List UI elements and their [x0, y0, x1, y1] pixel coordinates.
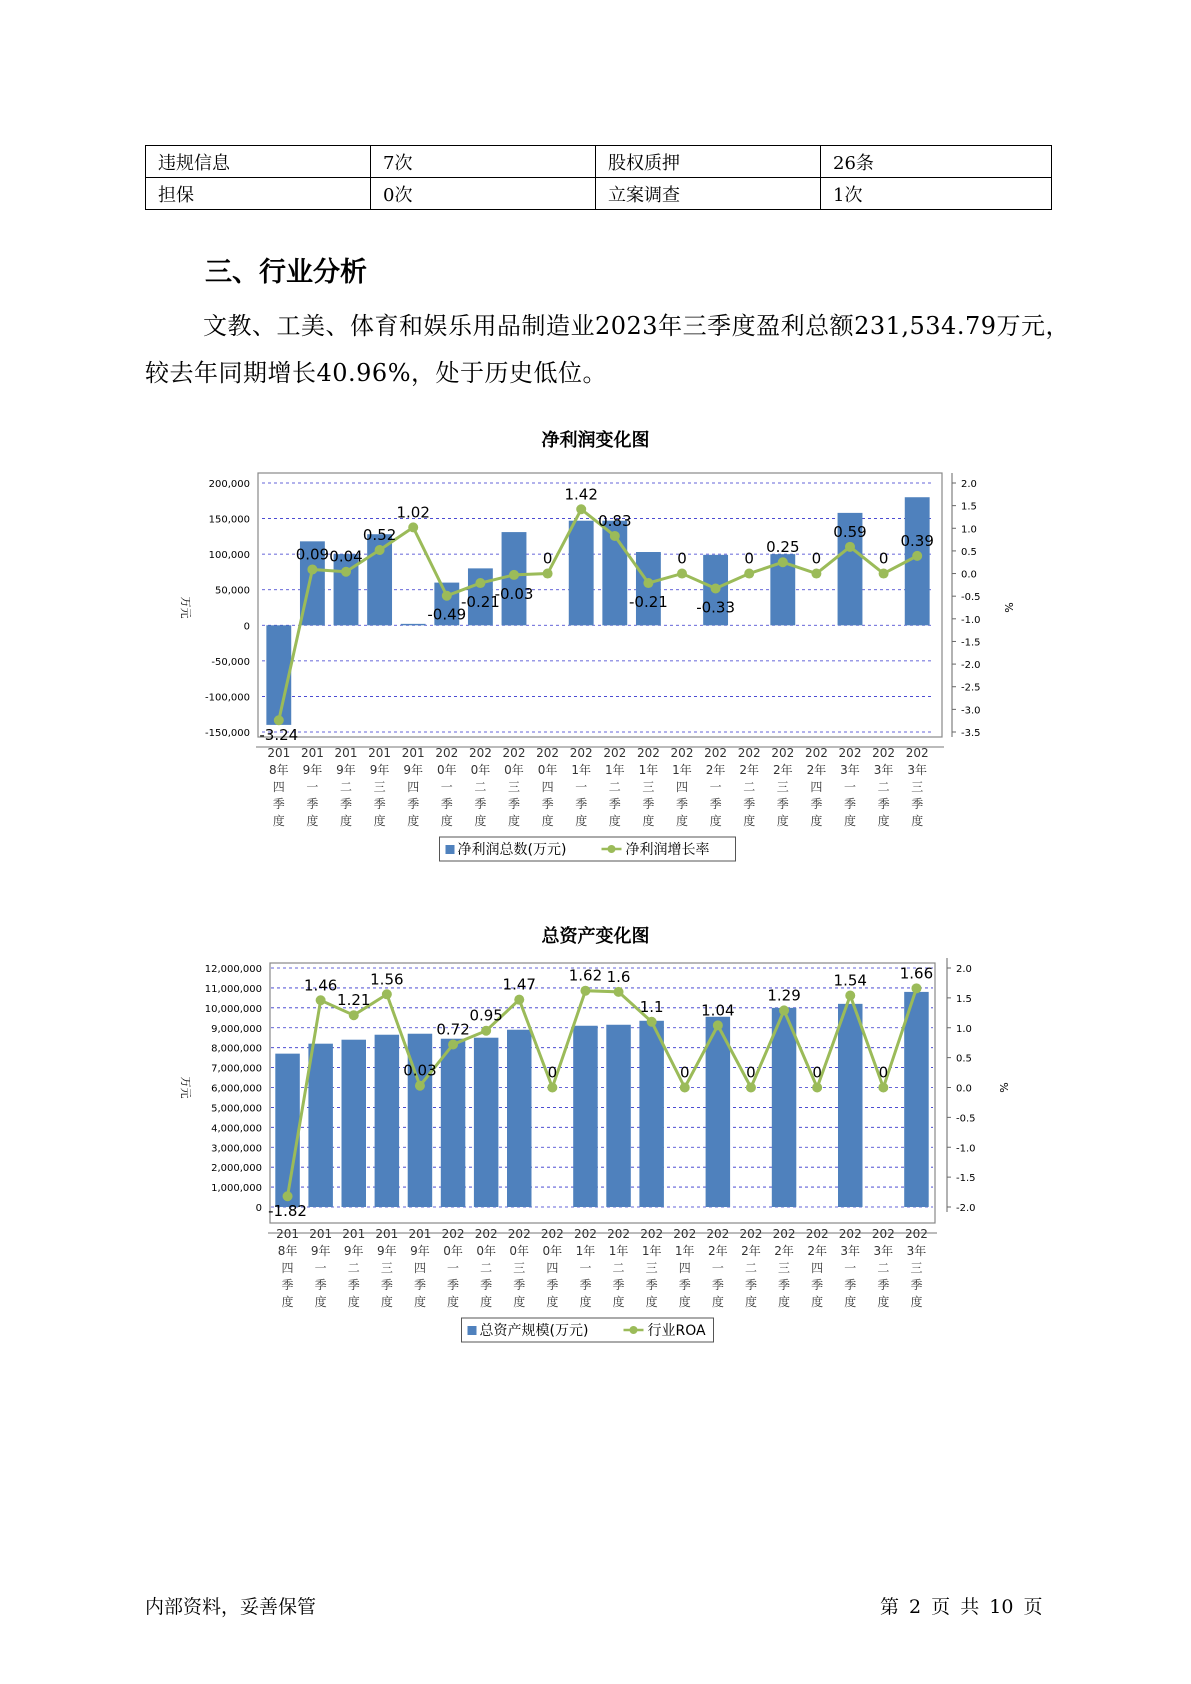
x-tick-label: 202 1年四季度 — [670, 746, 694, 828]
data-label: -0.21 — [628, 593, 668, 612]
data-label: 1.6 — [606, 967, 631, 986]
line-point — [341, 567, 351, 577]
table-cell: 7次 — [371, 146, 596, 178]
y-tick-label: 200,000 — [208, 479, 250, 490]
bar — [569, 521, 594, 626]
y2-tick-label: 2.0 — [956, 964, 972, 975]
x-tick-label: 202 0年三季度 — [507, 1227, 531, 1309]
data-label: 0 — [542, 549, 553, 568]
line-point — [547, 1083, 557, 1093]
x-tick-label: 202 0年二季度 — [468, 746, 492, 828]
x-tick-label: 202 0年一季度 — [435, 746, 459, 828]
data-label: 1.46 — [303, 976, 338, 995]
data-label: 1.02 — [396, 503, 430, 522]
line-point — [713, 1020, 723, 1030]
x-tick-label: 202 3年三季度 — [904, 1227, 928, 1309]
y-tick-label: 0 — [243, 621, 250, 633]
y-tick-label: 1,000,000 — [211, 1183, 262, 1195]
legend-swatch-bar — [446, 845, 455, 854]
x-tick-label: 202 2年二季度 — [737, 746, 761, 828]
x-tick-label: 202 2年一季度 — [704, 746, 728, 828]
data-label: 1.54 — [833, 971, 867, 990]
data-label: 1.62 — [568, 966, 603, 985]
data-label: 0.39 — [900, 531, 934, 550]
x-tick-label: 201 9年一季度 — [309, 1227, 333, 1309]
y2-axis-title: % — [1002, 602, 1015, 613]
x-tick-label: 202 0年四季度 — [536, 746, 560, 828]
x-tick-label: 202 2年二季度 — [739, 1227, 763, 1309]
data-label: 1.66 — [899, 964, 934, 983]
y2-tick-label: -3.5 — [961, 728, 981, 739]
bar — [441, 1039, 465, 1207]
bar — [375, 1035, 399, 1207]
legend-swatch-bar — [468, 1326, 477, 1335]
bar — [308, 1044, 332, 1207]
bar — [904, 992, 928, 1207]
data-label: -0.03 — [494, 584, 534, 603]
y-tick-label: 150,000 — [208, 514, 250, 526]
data-label: -1.82 — [268, 1202, 307, 1221]
section-heading: 三、行业分析 — [205, 257, 367, 288]
y-tick-label: 6,000,000 — [211, 1083, 262, 1095]
data-label: -0.33 — [696, 598, 736, 617]
data-label: 0 — [878, 549, 889, 568]
y2-tick-label: -1.0 — [956, 1143, 976, 1155]
data-label: 0.83 — [598, 511, 632, 530]
y2-tick-label: 0.0 — [961, 569, 977, 581]
data-label: 0 — [679, 1063, 690, 1082]
bar — [636, 552, 661, 625]
line-point — [812, 1083, 822, 1093]
data-label: -3.24 — [259, 726, 299, 745]
table-row — [146, 146, 1052, 178]
line-point — [415, 1081, 425, 1091]
line-point — [448, 1039, 458, 1049]
line-point — [912, 551, 922, 561]
y2-tick-label: 1.5 — [956, 993, 972, 1005]
y2-tick-label: 0.0 — [956, 1083, 972, 1095]
x-tick-label: 202 0年一季度 — [441, 1227, 465, 1309]
chart-title-net-profit: 净利润变化图 — [541, 430, 650, 451]
y2-tick-label: 0.5 — [961, 546, 977, 558]
line-point — [811, 569, 821, 579]
x-tick-label: 202 1年一季度 — [573, 1227, 597, 1309]
line-point — [442, 591, 452, 601]
line-point — [879, 569, 889, 579]
y2-tick-label: -2.0 — [956, 1203, 976, 1214]
y2-tick-label: 2.0 — [961, 479, 977, 490]
x-tick-label: 201 9年四季度 — [401, 746, 425, 828]
total-assets-chart — [0, 955, 1191, 1375]
data-label: 0.09 — [295, 545, 330, 564]
y-tick-label: 12,000,000 — [204, 964, 262, 975]
y-tick-label: 5,000,000 — [211, 1103, 262, 1115]
line-point — [514, 995, 524, 1005]
line-point — [746, 1083, 756, 1093]
y-tick-label: 8,000,000 — [211, 1043, 262, 1055]
line-point — [307, 564, 317, 574]
y-tick-label: 50,000 — [215, 585, 250, 597]
data-label: 0.59 — [833, 522, 867, 541]
data-label: 0.03 — [403, 1061, 437, 1080]
line-point — [375, 545, 385, 555]
net-profit-chart — [0, 460, 1191, 880]
y2-tick-label: 1.0 — [961, 524, 977, 536]
y-tick-label: -150,000 — [205, 728, 250, 739]
y2-tick-label: -1.5 — [956, 1173, 976, 1185]
bar — [706, 1017, 730, 1207]
bar — [507, 1030, 531, 1207]
bar — [401, 624, 426, 625]
y-tick-label: 11,000,000 — [204, 983, 262, 995]
line-point — [408, 522, 418, 532]
bar — [838, 1004, 862, 1207]
x-tick-label: 202 3年二季度 — [872, 746, 896, 828]
x-tick-label: 202 2年四季度 — [804, 746, 828, 828]
line-point — [647, 1017, 657, 1027]
data-label: 0 — [811, 549, 822, 568]
table-cell: 26条 — [821, 146, 1052, 178]
x-tick-label: 201 9年四季度 — [408, 1227, 432, 1309]
bar — [772, 1008, 796, 1207]
data-label: -0.21 — [460, 593, 500, 612]
y-tick-label: 3,000,000 — [211, 1143, 262, 1155]
table-cell: 违规信息 — [146, 146, 371, 178]
line-point — [778, 557, 788, 567]
table-cell: 1次 — [821, 178, 1052, 210]
line-point — [845, 990, 855, 1000]
legend-swatch-point — [608, 845, 616, 853]
data-label: 1.1 — [639, 997, 664, 1016]
data-label: 0.25 — [766, 538, 800, 557]
bar — [275, 1054, 299, 1207]
y-tick-label: 4,000,000 — [211, 1123, 262, 1135]
line-point — [610, 531, 620, 541]
line-point — [274, 715, 284, 725]
line-point — [911, 983, 921, 993]
x-tick-label: 201 9年二季度 — [342, 1227, 366, 1309]
y-tick-label: -50,000 — [211, 656, 250, 668]
data-label: 0 — [878, 1063, 889, 1082]
line-point — [580, 986, 590, 996]
y-tick-label: 10,000,000 — [204, 1003, 262, 1015]
line-point — [543, 569, 553, 579]
x-tick-label: 202 2年三季度 — [771, 746, 795, 828]
data-label: 1.47 — [502, 975, 536, 994]
page-number: 第 2 页 共 10 页 — [880, 1596, 1043, 1618]
y2-tick-label: -1.5 — [961, 637, 981, 649]
data-label: -0.49 — [427, 605, 467, 624]
data-label: 1.56 — [370, 970, 404, 989]
line-point — [382, 989, 392, 999]
x-tick-label: 202 2年四季度 — [805, 1227, 829, 1309]
y-tick-label: 0 — [255, 1203, 262, 1214]
y-axis-title: 万元 — [179, 1076, 192, 1099]
section-paragraph: 文教、工美、体育和娱乐用品制造业2023年三季度盈利总额231,534.79万元，较去年同期增长40.96%，处于历史低位。 — [145, 312, 1070, 387]
data-label: 0.72 — [436, 1020, 470, 1039]
line-point — [614, 987, 624, 997]
data-label: 0 — [746, 1063, 756, 1082]
line-point — [349, 1010, 359, 1020]
data-label: 0.04 — [329, 547, 363, 566]
legend-label: 净利润增长率 — [625, 842, 710, 858]
line-point — [845, 542, 855, 552]
x-tick-label: 202 2年三季度 — [772, 1227, 796, 1309]
x-tick-label: 201 9年三季度 — [375, 1227, 399, 1309]
y-axis-title: 万元 — [179, 596, 192, 619]
x-tick-label: 202 2年一季度 — [706, 1227, 730, 1309]
data-label: 0.52 — [362, 526, 397, 545]
footer-note: 内部资料，妥善保管 — [145, 1596, 317, 1618]
x-tick-label: 201 9年一季度 — [300, 746, 324, 828]
x-tick-label: 202 1年二季度 — [603, 746, 627, 828]
y2-tick-label: -0.5 — [961, 592, 981, 604]
line-point — [475, 578, 485, 588]
y2-tick-label: -3.0 — [961, 705, 981, 717]
data-label: 1.04 — [701, 1001, 735, 1020]
legend-label: 行业ROA — [647, 1323, 706, 1339]
y2-axis-title: % — [997, 1082, 1010, 1093]
bar — [573, 1026, 597, 1207]
legend — [440, 837, 736, 861]
line-point — [481, 1026, 491, 1036]
x-tick-label: 202 1年一季度 — [569, 746, 593, 828]
x-tick-label: 201 8年四季度 — [276, 1227, 300, 1309]
data-label: 0 — [812, 1063, 822, 1082]
line-point — [744, 569, 754, 579]
line-point — [711, 583, 721, 593]
x-tick-label: 202 1年二季度 — [607, 1227, 631, 1309]
x-tick-label: 202 1年三季度 — [636, 746, 660, 828]
y-tick-label: 100,000 — [208, 550, 250, 562]
table-row — [146, 178, 1052, 210]
x-tick-label: 202 0年三季度 — [502, 746, 526, 828]
legend-label: 净利润总数(万元) — [457, 842, 567, 858]
legend — [462, 1318, 714, 1342]
line-point — [509, 570, 519, 580]
x-tick-label: 202 3年一季度 — [838, 746, 862, 828]
x-tick-label: 202 0年二季度 — [474, 1227, 498, 1309]
y2-tick-label: -0.5 — [956, 1113, 976, 1125]
legend-swatch-point — [630, 1326, 638, 1334]
line-point — [576, 504, 586, 514]
y2-tick-label: 0.5 — [956, 1053, 972, 1065]
line-point — [878, 1083, 888, 1093]
x-tick-label: 202 3年二季度 — [871, 1227, 895, 1309]
data-label: 0 — [744, 549, 754, 568]
line-point — [680, 1083, 690, 1093]
line-point — [316, 995, 326, 1005]
x-tick-label: 202 0年四季度 — [540, 1227, 564, 1309]
x-tick-label: 202 3年三季度 — [905, 746, 929, 828]
bar — [474, 1038, 498, 1207]
data-label: 1.21 — [337, 991, 371, 1010]
table-cell: 0次 — [371, 178, 596, 210]
x-tick-label: 201 8年四季度 — [267, 746, 291, 828]
y-tick-label: 9,000,000 — [211, 1023, 262, 1035]
info-table — [145, 145, 1052, 210]
x-tick-label: 201 9年三季度 — [368, 746, 392, 828]
data-label: 0 — [677, 549, 687, 568]
data-label: 1.29 — [767, 986, 801, 1005]
y2-tick-label: -2.0 — [961, 660, 981, 672]
chart-title-total-assets: 总资产变化图 — [541, 926, 650, 947]
y2-tick-label: -1.0 — [961, 614, 981, 626]
y-tick-label: 7,000,000 — [211, 1063, 262, 1075]
y-tick-label: 2,000,000 — [211, 1163, 262, 1175]
legend-label: 总资产规模(万元) — [479, 1323, 589, 1339]
table-cell: 股权质押 — [596, 146, 821, 178]
y2-tick-label: 1.0 — [956, 1023, 972, 1035]
line-point — [779, 1005, 789, 1015]
y2-tick-label: -2.5 — [961, 682, 981, 694]
data-label: 0.95 — [469, 1006, 503, 1025]
data-label: 0 — [547, 1063, 558, 1082]
y2-tick-label: 1.5 — [961, 501, 977, 513]
bar — [639, 1021, 663, 1207]
bar — [342, 1040, 366, 1207]
x-tick-label: 201 9年二季度 — [334, 746, 358, 828]
x-tick-label: 202 1年三季度 — [640, 1227, 664, 1309]
table-cell: 立案调查 — [596, 178, 821, 210]
bar — [606, 1025, 630, 1207]
x-tick-label: 202 1年四季度 — [673, 1227, 697, 1309]
x-tick-label: 202 3年一季度 — [838, 1227, 862, 1309]
line-point — [643, 578, 653, 588]
line-point — [283, 1191, 293, 1201]
table-cell: 担保 — [146, 178, 371, 210]
line-point — [677, 569, 687, 579]
y-tick-label: -100,000 — [205, 692, 250, 704]
data-label: 1.42 — [564, 485, 598, 504]
